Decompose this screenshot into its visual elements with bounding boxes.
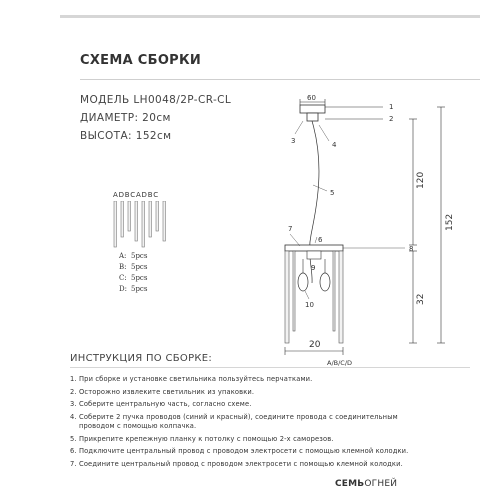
crystal-type-label: A/B/C/D <box>327 359 353 367</box>
dim-bottom-label: 32 <box>416 293 426 305</box>
legend-a: A: 5pcs <box>119 252 148 260</box>
instructions-list <box>70 375 470 472</box>
list-item: 3. Соберите центральную часть, согласно схеме. <box>70 400 252 409</box>
brand-logo: СЕМЬОГНЕЙ <box>335 479 398 489</box>
list-item: 5. Прикрепите крепежную планку к потолку с помощью 2-х саморезов. <box>70 434 334 443</box>
dim-total-label: 152 <box>445 213 455 231</box>
instructions-title: ИНСТРУКЦИЯ ПО СБОРКЕ: <box>70 353 213 364</box>
dim-top-label: 60 <box>307 94 316 102</box>
list-item: 6. Подключите центральный провод с проводом электросети с помощью клемной колодки. <box>70 447 409 456</box>
spec-height: ВЫСОТА: 152см <box>80 130 172 142</box>
header-divider <box>80 79 480 80</box>
callout-3: 3 <box>291 137 296 145</box>
callout-8: 8 <box>409 245 414 253</box>
callout-6: 6 <box>318 236 323 244</box>
list-item: 1. При сборке и установке светильника пользуйтесь перчатками. <box>70 375 313 383</box>
callout-7: 7 <box>288 225 293 233</box>
list-item: 2. Осторожно извлеките светильник из упаковки. <box>70 387 255 396</box>
callout-4: 4 <box>332 141 337 149</box>
page-title: СХЕМА СБОРКИ <box>80 53 202 68</box>
lamp-diagram <box>255 85 485 375</box>
dim-width-label: 20 <box>309 340 321 350</box>
legend-b: B: 5pcs <box>119 263 148 271</box>
callout-1: 1 <box>389 103 394 111</box>
legend-c: C: 5pcs <box>119 274 148 282</box>
crystal-parts-illustration <box>113 201 173 251</box>
spec-model: МОДЕЛЬ LH0048/2P-CR-CL <box>80 94 232 106</box>
callout-2: 2 <box>389 115 394 123</box>
list-item: 7. Соедините центральный провод с проводом электросети с помощью клемной колодки. <box>70 459 403 468</box>
callout-10: 10 <box>305 301 314 309</box>
top-divider <box>60 15 480 18</box>
assembly-sheet <box>60 15 490 489</box>
list-item: 4. Соберите 2 пучка проводов (синий и красный), соедините провода с соединительным проводом с помощью колпачка. <box>70 412 398 430</box>
callout-9: 9 <box>311 264 316 272</box>
dim-mid-label: 120 <box>416 171 426 189</box>
callout-5: 5 <box>330 189 335 197</box>
instructions-divider <box>70 367 470 368</box>
parts-letters: ADBCADBC <box>113 191 159 199</box>
spec-diameter: ДИАМЕТР: 20см <box>80 112 171 124</box>
legend-d: D: 5pcs <box>119 285 148 293</box>
